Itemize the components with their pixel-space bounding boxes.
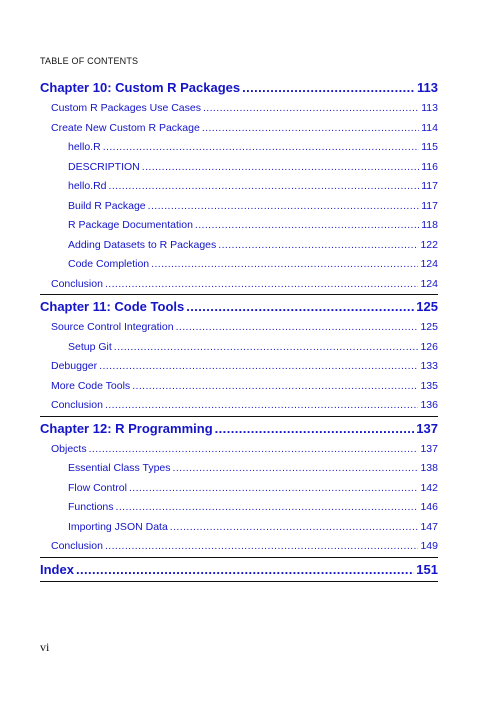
toc-section-link[interactable] bbox=[40, 377, 438, 397]
toc-section-link[interactable] bbox=[40, 518, 438, 538]
dot-leader bbox=[170, 518, 419, 538]
toc-chapter-link[interactable] bbox=[40, 296, 438, 318]
dot-leader bbox=[76, 559, 414, 581]
toc-entry-page: 126 bbox=[420, 340, 438, 353]
toc-entry-page: 125 bbox=[416, 299, 438, 314]
toc-section-link[interactable] bbox=[40, 396, 438, 416]
toc-entry-title: Chapter 10: Custom R Packages bbox=[40, 80, 241, 95]
toc-entry-title: Setup Git bbox=[68, 340, 112, 353]
dot-leader bbox=[132, 377, 418, 397]
dot-leader bbox=[109, 177, 420, 197]
toc-entry-title: Flow Control bbox=[68, 481, 127, 494]
toc-end-divider bbox=[40, 581, 438, 582]
toc-section-link[interactable] bbox=[40, 119, 438, 139]
dot-leader bbox=[114, 338, 419, 358]
toc-entry-title: Source Control Integration bbox=[51, 321, 174, 333]
toc-entry-title: Adding Datasets to R Packages bbox=[68, 238, 217, 251]
toc-section-link[interactable] bbox=[40, 318, 438, 338]
toc-entry-page: 133 bbox=[420, 360, 438, 372]
toc-entry-page: 142 bbox=[420, 481, 438, 494]
dot-leader bbox=[242, 77, 415, 99]
toc-entry-title: Custom R Packages Use Cases bbox=[51, 102, 201, 114]
dot-leader bbox=[215, 418, 415, 440]
dot-leader bbox=[195, 216, 419, 236]
page-number: vi bbox=[40, 640, 50, 654]
toc-section-link[interactable] bbox=[40, 498, 438, 518]
toc-section-link[interactable] bbox=[40, 138, 438, 158]
dot-leader bbox=[105, 396, 419, 416]
dot-leader bbox=[176, 318, 419, 338]
toc-section-link[interactable] bbox=[40, 99, 438, 119]
toc-chapter-link[interactable] bbox=[40, 559, 438, 581]
toc-entry-title: Chapter 11: Code Tools bbox=[40, 299, 185, 314]
toc-entry-title: R Package Documentation bbox=[68, 219, 193, 231]
toc-entry-title: Code Completion bbox=[68, 258, 150, 270]
chapter-divider bbox=[40, 294, 438, 295]
dot-leader bbox=[103, 138, 420, 158]
toc-entry-page: 146 bbox=[420, 501, 438, 513]
toc-entry-page: 124 bbox=[420, 277, 438, 290]
toc-entry-title: Conclusion bbox=[51, 399, 103, 411]
dot-leader bbox=[105, 537, 419, 557]
toc-entry-page: 118 bbox=[421, 219, 438, 231]
toc-entry-page: 137 bbox=[420, 442, 438, 455]
dot-leader bbox=[203, 99, 419, 119]
dot-leader bbox=[148, 197, 420, 217]
toc-entry-title: Importing JSON Data bbox=[68, 520, 168, 533]
toc-section-link[interactable] bbox=[40, 197, 438, 217]
toc-chapter-link[interactable] bbox=[40, 77, 438, 99]
table-of-contents bbox=[40, 77, 438, 583]
dot-leader bbox=[99, 357, 418, 377]
toc-entry-page: 116 bbox=[421, 160, 438, 173]
toc-entry-title: DESCRIPTION bbox=[68, 160, 140, 173]
toc-entry-page: 125 bbox=[420, 321, 438, 333]
toc-entry-page: 151 bbox=[416, 561, 438, 577]
toc-entry-title: hello.R bbox=[68, 141, 101, 153]
toc-section-link[interactable] bbox=[40, 479, 438, 499]
dot-leader bbox=[173, 459, 419, 479]
toc-entry-page: 147 bbox=[420, 520, 438, 533]
toc-entry-title: Conclusion bbox=[51, 540, 103, 552]
toc-section-link[interactable] bbox=[40, 216, 438, 236]
toc-entry-title: Objects bbox=[51, 442, 87, 455]
running-header: TABLE OF CONTENTS bbox=[40, 56, 139, 66]
chapter-divider bbox=[40, 557, 438, 558]
dot-leader bbox=[151, 255, 418, 275]
toc-entry-page: 135 bbox=[420, 379, 438, 392]
toc-entry-title: Create New Custom R Package bbox=[51, 121, 200, 134]
toc-section-link[interactable] bbox=[40, 236, 438, 256]
dot-leader bbox=[105, 275, 419, 295]
toc-entry-page: 113 bbox=[421, 102, 438, 114]
toc-entry-title: hello.Rd bbox=[68, 180, 107, 192]
toc-entry-page: 138 bbox=[420, 462, 438, 474]
chapter-divider bbox=[40, 416, 438, 417]
toc-section-link[interactable] bbox=[40, 440, 438, 460]
dot-leader bbox=[202, 119, 419, 139]
toc-section-link[interactable] bbox=[40, 158, 438, 178]
dot-leader bbox=[89, 440, 419, 460]
toc-section-link[interactable] bbox=[40, 537, 438, 557]
dot-leader bbox=[142, 158, 419, 178]
toc-entry-page: 137 bbox=[416, 420, 438, 436]
toc-entry-title: Debugger bbox=[51, 360, 98, 372]
toc-entry-page: 114 bbox=[421, 121, 438, 134]
toc-entry-page: 124 bbox=[420, 258, 438, 270]
toc-entry-title: More Code Tools bbox=[51, 379, 131, 392]
toc-entry-page: 115 bbox=[421, 141, 438, 153]
toc-section-link[interactable] bbox=[40, 177, 438, 197]
toc-entry-title: Essential Class Types bbox=[68, 462, 171, 474]
toc-entry-page: 113 bbox=[417, 80, 438, 95]
toc-section-link[interactable] bbox=[40, 338, 438, 358]
toc-section-link[interactable] bbox=[40, 275, 438, 295]
toc-entry-page: 149 bbox=[420, 540, 438, 552]
toc-entry-title: Conclusion bbox=[51, 277, 103, 290]
dot-leader bbox=[116, 498, 419, 518]
dot-leader bbox=[129, 479, 419, 499]
toc-section-link[interactable] bbox=[40, 357, 438, 377]
dot-leader bbox=[218, 236, 418, 256]
toc-entry-title: Build R Package bbox=[68, 199, 146, 212]
toc-entry-title: Functions bbox=[68, 501, 114, 513]
toc-section-link[interactable] bbox=[40, 459, 438, 479]
toc-section-link[interactable] bbox=[40, 255, 438, 275]
toc-entry-title: Index bbox=[40, 561, 74, 577]
toc-entry-page: 136 bbox=[420, 399, 438, 411]
toc-entry-page: 117 bbox=[421, 199, 438, 212]
toc-chapter-link[interactable] bbox=[40, 418, 438, 440]
toc-entry-page: 122 bbox=[420, 238, 438, 251]
toc-entry-page: 117 bbox=[421, 180, 438, 192]
dot-leader bbox=[186, 296, 414, 318]
toc-entry-title: Chapter 12: R Programming bbox=[40, 420, 213, 436]
